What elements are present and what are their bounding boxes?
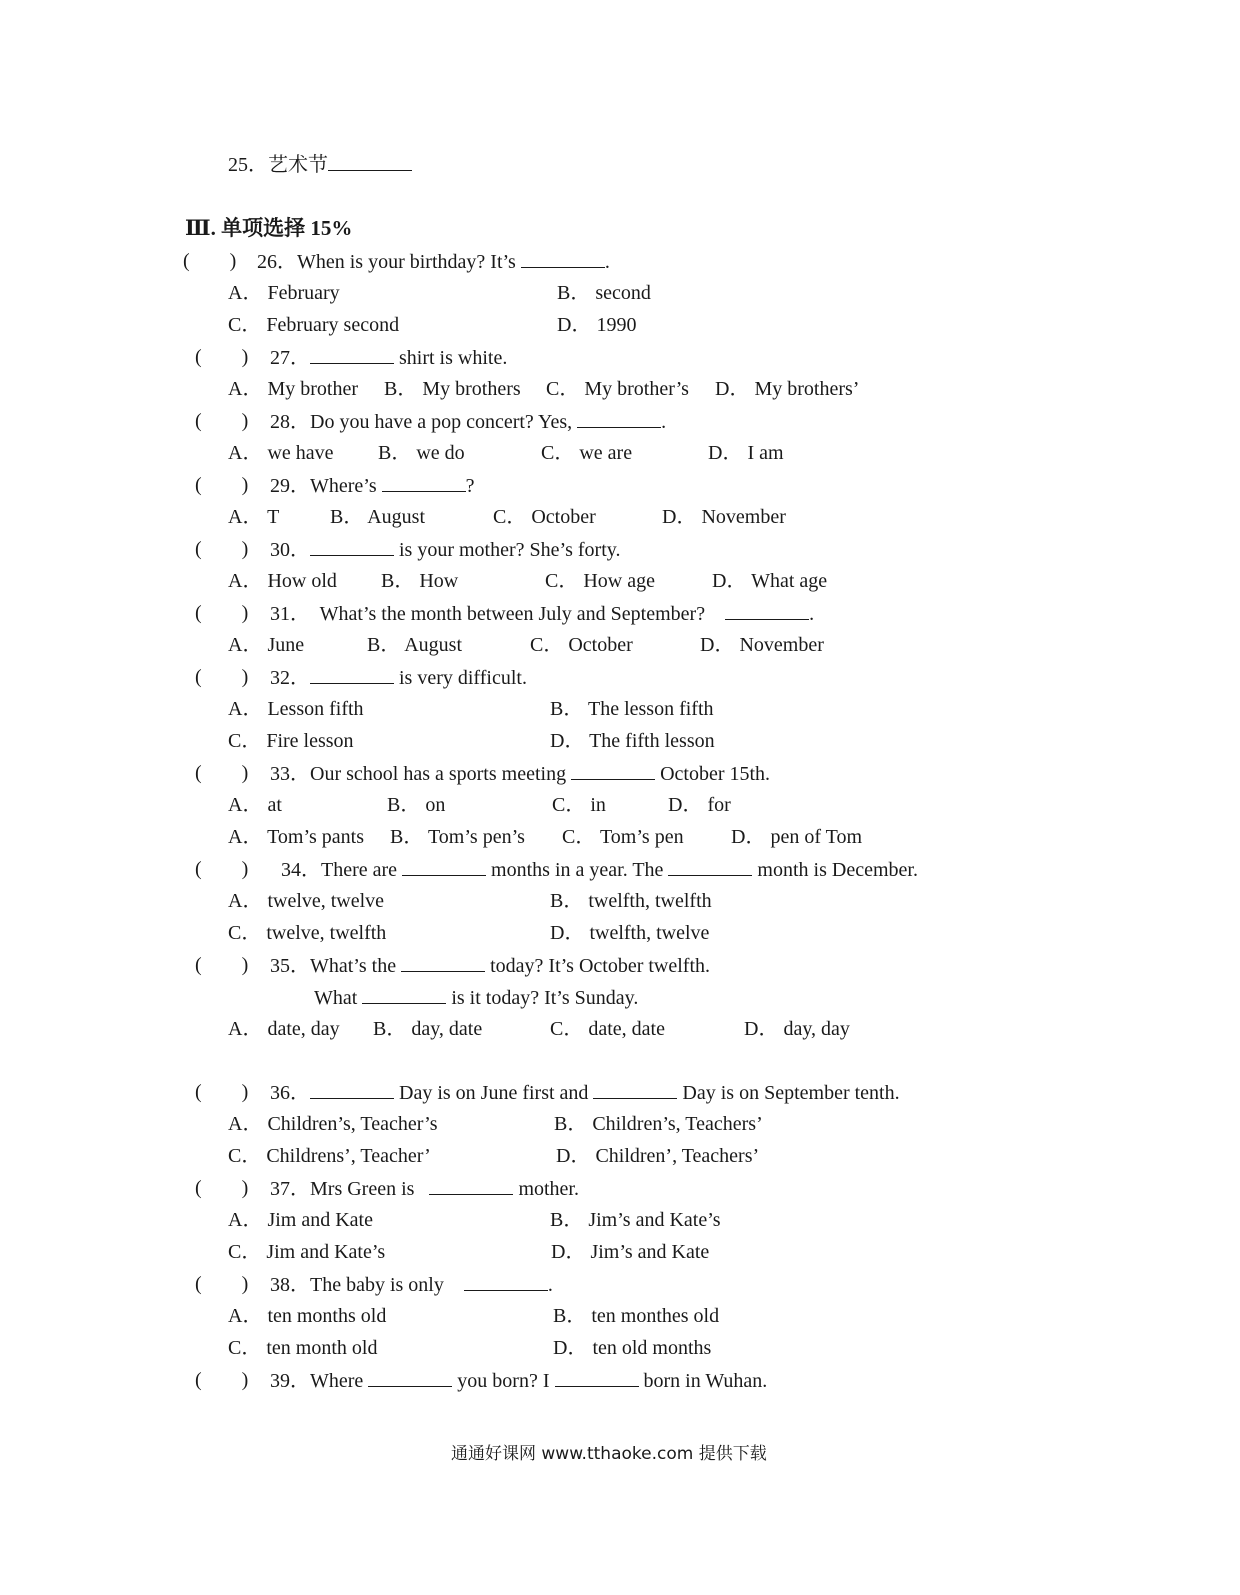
option-c: C． Fire lesson: [228, 730, 354, 752]
option-d: D． Children’, Teachers’: [556, 1145, 760, 1167]
option-b: B． August: [330, 506, 426, 528]
question-36: 36． Day is on June first and Day is on September tenth.: [270, 1082, 900, 1104]
answer-blank: [571, 761, 655, 780]
option-a: A． June: [228, 634, 305, 656]
answer-blank: [429, 1176, 513, 1195]
option-c: C． ten month old: [228, 1337, 378, 1359]
question-29: 29．Where’s ?: [270, 475, 475, 497]
answer-paren[interactable]: ( ): [195, 602, 249, 624]
option-a-extra: A． Tom’s pants: [228, 826, 365, 848]
option-b: B． on: [387, 794, 446, 816]
option-a: A． we have: [228, 442, 334, 464]
option-b: B． My brothers: [384, 378, 521, 400]
option-b: B． day, date: [373, 1018, 483, 1040]
answer-blank: [362, 985, 446, 1004]
option-a: A． My brother: [228, 378, 358, 400]
answer-blank: [368, 1368, 452, 1387]
option-a: A． at: [228, 794, 282, 816]
option-c-extra: C． Tom’s pen: [562, 826, 684, 848]
option-d: D． November: [662, 506, 786, 528]
answer-blank: [725, 601, 809, 620]
option-a: A． February: [228, 282, 340, 304]
answer-paren[interactable]: ( ): [195, 666, 249, 688]
option-b: B． twelfth, twelfth: [550, 890, 712, 912]
answer-blank: [310, 665, 394, 684]
option-d: D． 1990: [557, 314, 637, 336]
option-d: D． November: [700, 634, 824, 656]
answer-blank: [521, 249, 605, 268]
option-c: C． in: [552, 794, 606, 816]
option-c: C． February second: [228, 314, 400, 336]
answer-blank[interactable]: [328, 152, 412, 171]
answer-paren[interactable]: ( ): [195, 474, 249, 496]
option-d: D． ten old months: [553, 1337, 712, 1359]
option-c: C． we are: [541, 442, 633, 464]
option-c: C． My brother’s: [546, 378, 689, 400]
question-32: 32． is very difficult.: [270, 667, 527, 689]
option-d: D． Jim’s and Kate: [551, 1241, 710, 1263]
answer-paren[interactable]: ( ): [183, 250, 237, 272]
answer-blank: [382, 473, 466, 492]
section-heading: Ⅲ. 单项选择 15%: [185, 216, 353, 240]
option-b: B． Jim’s and Kate’s: [550, 1209, 721, 1231]
question-25: 25．艺术节: [228, 152, 412, 177]
option-c: C． October: [530, 634, 633, 656]
option-b: B． we do: [378, 442, 465, 464]
question-38: 38．The baby is only .: [270, 1274, 553, 1296]
question-37: 37．Mrs Green is mother.: [270, 1178, 579, 1200]
answer-blank: [402, 857, 486, 876]
option-d: D． day, day: [744, 1018, 850, 1040]
option-a: A． Jim and Kate: [228, 1209, 373, 1231]
answer-blank: [310, 1080, 394, 1099]
answer-blank: [310, 537, 394, 556]
option-c: C． How age: [545, 570, 655, 592]
option-a: A． twelve, twelve: [228, 890, 385, 912]
question-35-line-2: What is it today? It’s Sunday.: [314, 987, 639, 1009]
option-b: B． ten monthes old: [553, 1305, 720, 1327]
option-c: C． date, date: [550, 1018, 665, 1040]
question-31: 31． What’s the month between July and September? .: [270, 603, 815, 625]
question-30: 30． is your mother? She’s forty.: [270, 539, 621, 561]
answer-paren[interactable]: ( ): [195, 538, 249, 560]
answer-paren[interactable]: ( ): [195, 1273, 249, 1295]
option-a: A． ten months old: [228, 1305, 387, 1327]
option-a: A． T: [228, 506, 280, 528]
option-d: D． twelfth, twelve: [550, 922, 710, 944]
answer-blank: [464, 1272, 548, 1291]
answer-paren[interactable]: ( ): [195, 1369, 249, 1391]
answer-paren[interactable]: ( ): [195, 1081, 249, 1103]
question-28: 28．Do you have a pop concert? Yes, .: [270, 411, 667, 433]
option-c: C． October: [493, 506, 596, 528]
question-35: 35．What’s the today? It’s October twelfth.: [270, 955, 711, 977]
answer-blank: [577, 409, 661, 428]
option-d-extra: D． pen of Tom: [731, 826, 862, 848]
answer-paren[interactable]: ( ): [195, 346, 249, 368]
answer-blank: [593, 1080, 677, 1099]
question-39: 39．Where you born? I born in Wuhan.: [270, 1370, 768, 1392]
answer-paren[interactable]: ( ): [195, 1177, 249, 1199]
answer-paren[interactable]: ( ): [195, 762, 249, 784]
option-c: C． twelve, twelfth: [228, 922, 387, 944]
answer-paren[interactable]: ( ): [195, 410, 249, 432]
option-d: D． My brothers’: [715, 378, 860, 400]
option-b: B． How: [381, 570, 459, 592]
answer-blank: [555, 1368, 639, 1387]
option-d: D． What age: [712, 570, 828, 592]
option-a: A． How old: [228, 570, 337, 592]
answer-paren[interactable]: ( ): [195, 858, 249, 880]
option-a: A． Children’s, Teacher’s: [228, 1113, 438, 1135]
question-27: 27． shirt is white.: [270, 347, 508, 369]
option-b: B． The lesson fifth: [550, 698, 714, 720]
option-a: A． date, day: [228, 1018, 340, 1040]
option-b-extra: B． Tom’s pen’s: [390, 826, 525, 848]
option-c: C． Childrens’, Teacher’: [228, 1145, 431, 1167]
page-footer: 通通好课网 www.tthaoke.com 提供下载: [451, 1444, 767, 1464]
answer-blank: [310, 345, 394, 364]
option-d: D． I am: [708, 442, 784, 464]
option-c: C． Jim and Kate’s: [228, 1241, 386, 1263]
question-33: 33．Our school has a sports meeting October 15th.: [270, 763, 771, 785]
option-a: A． Lesson fifth: [228, 698, 364, 720]
option-d: D． The fifth lesson: [550, 730, 715, 752]
option-b: B． August: [367, 634, 463, 656]
answer-paren[interactable]: ( ): [195, 954, 249, 976]
question-34: 34．There are months in a year. The month is December.: [281, 859, 918, 881]
option-b: B． second: [557, 282, 651, 304]
answer-blank: [668, 857, 752, 876]
option-b: B． Children’s, Teachers’: [554, 1113, 763, 1135]
answer-blank: [401, 953, 485, 972]
question-26: 26．When is your birthday? It’s .: [257, 251, 610, 273]
option-d: D． for: [668, 794, 731, 816]
